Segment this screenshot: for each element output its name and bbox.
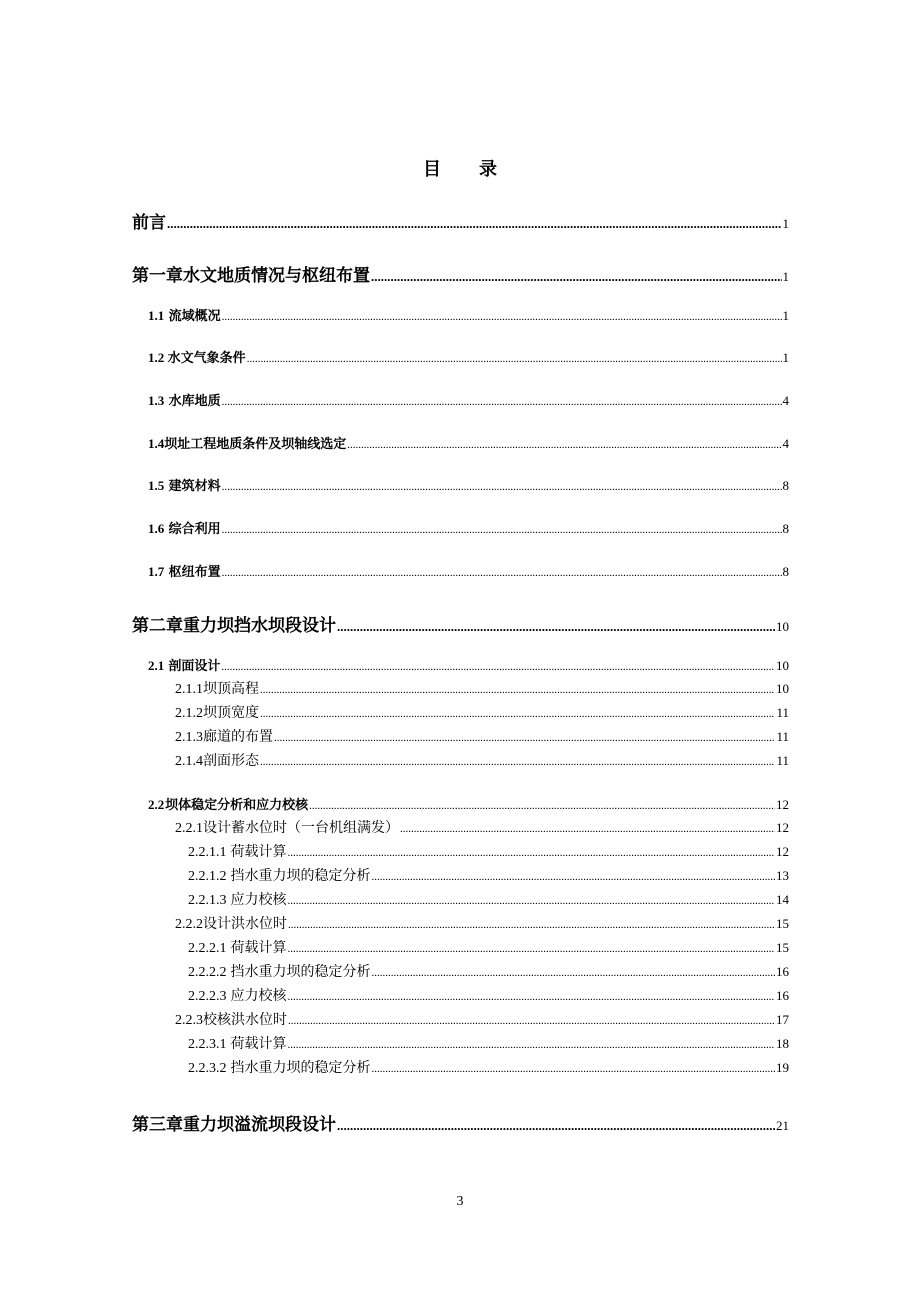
toc-entry-number: 1.1	[148, 308, 165, 323]
toc-entry-text: 廊道的布置	[203, 730, 273, 745]
toc-entry-page: 1	[782, 269, 789, 284]
toc-entry-number: 2.1.4	[175, 754, 203, 769]
toc-entry-number: 2.2.2.2	[188, 965, 227, 980]
toc-title	[0, 155, 920, 181]
toc-leader-dots	[260, 708, 775, 720]
toc-entry-text: 坝顶宽度	[203, 706, 259, 721]
toc-entry-subsection[interactable]	[175, 678, 789, 698]
toc-entry-text: 枢纽布置	[168, 564, 221, 579]
toc-entry-chapter-2[interactable]	[132, 611, 789, 636]
toc-entry-subsubsection[interactable]	[188, 937, 789, 957]
toc-leader-dots	[371, 269, 782, 285]
toc-leader-dots	[288, 943, 776, 955]
toc-entry-page: 12	[776, 797, 789, 812]
toc-leader-dots	[288, 1015, 775, 1027]
toc-entry-number: 2.2.2.1	[188, 941, 227, 956]
toc-entry-number: 2.2.2.3	[188, 989, 227, 1004]
toc-leader-dots	[347, 439, 781, 451]
toc-entry-page: 11	[776, 753, 789, 768]
toc-entry-page: 16	[776, 988, 789, 1003]
toc-entry-section[interactable]	[148, 347, 789, 366]
toc-leader-dots	[222, 567, 782, 579]
toc-entry-number: 1.3	[148, 393, 165, 408]
toc-entry-subsubsection[interactable]	[188, 865, 789, 885]
toc-entry-number: 第三章	[132, 1115, 183, 1134]
toc-entry-number: 2.1.3	[175, 730, 203, 745]
toc-entry-text: 水文地质情况与枢纽布置	[183, 266, 370, 285]
toc-leader-dots	[222, 524, 782, 536]
toc-entry-number: 第一章	[132, 266, 183, 285]
toc-entry-section[interactable]	[148, 655, 789, 674]
toc-entry-page: 8	[782, 478, 789, 493]
toc-entry-text: 荷载计算	[230, 941, 287, 956]
toc-entry-text: 挡水重力坝的稳定分析	[230, 965, 371, 980]
toc-entry-section[interactable]	[148, 561, 789, 580]
toc-leader-dots	[337, 1118, 775, 1134]
toc-entry-text: 校核洪水位时	[203, 1013, 287, 1028]
toc-entry-text: 流域概况	[168, 308, 221, 323]
toc-entry-page: 11	[776, 729, 789, 744]
toc-entry-subsection[interactable]	[175, 913, 789, 933]
toc-entry-page: 19	[776, 1060, 789, 1075]
toc-entry-section[interactable]	[148, 794, 789, 813]
toc-entry-page: 11	[776, 705, 789, 720]
toc-entry-number: 2.1.2	[175, 706, 203, 721]
toc-entry-text: 挡水重力坝的稳定分析	[230, 869, 371, 884]
toc-entry-subsection[interactable]	[175, 1009, 789, 1029]
toc-leader-dots	[372, 871, 776, 883]
toc-entry-chapter-3[interactable]	[132, 1110, 789, 1135]
toc-entry-subsection[interactable]	[175, 817, 789, 837]
toc-entry-number: 2.2.1	[175, 821, 203, 836]
toc-leader-dots	[247, 353, 782, 365]
toc-leader-dots	[288, 847, 776, 859]
toc-entry-page: 16	[776, 964, 789, 979]
toc-entry-subsubsection[interactable]	[188, 841, 789, 861]
toc-entry-text: 应力校核	[230, 989, 287, 1004]
toc-leader-dots	[222, 481, 782, 493]
toc-leader-dots	[221, 661, 775, 673]
toc-entry-text: 水文气象条件	[167, 350, 246, 365]
toc-entry-subsubsection[interactable]	[188, 1057, 789, 1077]
toc-entry-text: 综合利用	[168, 521, 221, 536]
toc-entry-number: 1.2	[148, 350, 165, 365]
toc-entry-page: 10	[776, 681, 789, 696]
toc-entry-page: 12	[776, 820, 789, 835]
toc-entry-text: 荷载计算	[230, 845, 287, 860]
toc-entry-page: 18	[776, 1036, 789, 1051]
toc-entry-text: 应力校核	[230, 893, 287, 908]
toc-entry-number: 2.2.3.1	[188, 1037, 227, 1052]
toc-entry-subsubsection[interactable]	[188, 961, 789, 981]
toc-entry-text: 坝顶高程	[203, 682, 259, 697]
toc-leader-dots	[288, 919, 775, 931]
toc-leader-dots	[288, 991, 776, 1003]
toc-entry-number: 2.2.1.1	[188, 845, 227, 860]
toc-leader-dots	[260, 756, 775, 768]
toc-entry-number: 1.4	[148, 436, 165, 451]
toc-entry-page: 17	[776, 1012, 789, 1027]
toc-leader-dots	[372, 1063, 776, 1075]
toc-entry-text: 重力坝挡水坝段设计	[183, 616, 336, 635]
toc-title-char-2: 录	[479, 159, 497, 179]
toc-leader-dots	[372, 967, 776, 979]
toc-entry-subsection[interactable]	[175, 702, 789, 722]
toc-entry-section[interactable]	[148, 390, 789, 409]
toc-entry-section[interactable]	[148, 433, 789, 452]
toc-leader-dots	[400, 823, 775, 835]
toc-entry-subsection[interactable]	[175, 726, 789, 746]
toc-entry-number: 2.2	[148, 797, 165, 812]
toc-entry-subsection[interactable]	[175, 750, 789, 770]
toc-entry-page: 8	[782, 521, 789, 536]
toc-entry-text: 建筑材料	[168, 478, 221, 493]
toc-entry-page: 1	[782, 350, 789, 365]
toc-leader-dots	[288, 1039, 776, 1051]
toc-leader-dots	[309, 800, 775, 812]
toc-entry-subsubsection[interactable]	[188, 1033, 789, 1053]
toc-leader-dots	[260, 684, 775, 696]
toc-entry-section[interactable]	[148, 305, 789, 324]
toc-entry-number: 2.2.1.3	[188, 893, 227, 908]
toc-entry-subsubsection[interactable]	[188, 985, 789, 1005]
toc-entry-page: 8	[782, 564, 789, 579]
toc-entry-text: 重力坝溢流坝段设计	[183, 1115, 336, 1134]
page-number: 3	[456, 1194, 464, 1209]
toc-entry-number: 2.1.1	[175, 682, 203, 697]
toc-entry-subsubsection[interactable]	[188, 889, 789, 909]
toc-entry-text: 挡水重力坝的稳定分析	[230, 1061, 371, 1076]
toc-entry-text: 设计洪水位时	[203, 917, 287, 932]
toc-entry-number: 1.7	[148, 564, 165, 579]
toc-entry-page: 10	[776, 658, 789, 673]
toc-entry-page: 10	[776, 619, 789, 634]
toc-entry-text: 剖面形态	[203, 754, 259, 769]
toc-leader-dots	[167, 216, 782, 232]
toc-entry-text: 前言	[132, 213, 166, 232]
toc-entry-section[interactable]	[148, 518, 789, 537]
toc-entry-page: 14	[776, 892, 789, 907]
toc-entry-page: 1	[782, 216, 789, 231]
toc-entry-number: 第二章	[132, 616, 183, 635]
toc-entry-number: 2.2.3.2	[188, 1061, 227, 1076]
toc-entry-text: 剖面设计	[168, 658, 221, 673]
toc-entry-preface[interactable]	[132, 208, 789, 233]
toc-title-char-1: 目	[423, 159, 441, 179]
toc-entry-page: 4	[782, 393, 789, 408]
toc-entry-number: 2.2.1.2	[188, 869, 227, 884]
toc-entry-text: 设计蓄水位时（一台机组满发）	[203, 821, 399, 836]
toc-entry-text: 荷载计算	[230, 1037, 287, 1052]
toc-leader-dots	[222, 311, 782, 323]
toc-leader-dots	[274, 732, 775, 744]
toc-entry-page: 21	[776, 1118, 789, 1133]
toc-entry-page: 1	[782, 308, 789, 323]
toc-entry-text: 坝体稳定分析和应力校核	[165, 797, 309, 812]
toc-entry-text: 水库地质	[168, 393, 221, 408]
toc-entry-number: 1.5	[148, 478, 165, 493]
toc-leader-dots	[288, 895, 776, 907]
toc-entry-section[interactable]	[148, 475, 789, 494]
toc-entry-page: 15	[776, 940, 789, 955]
toc-entry-page: 12	[776, 844, 789, 859]
toc-entry-page: 13	[776, 868, 789, 883]
toc-entry-number: 2.2.3	[175, 1013, 203, 1028]
toc-leader-dots	[337, 619, 775, 635]
toc-entry-number: 2.2.2	[175, 917, 203, 932]
toc-entry-text: 坝址工程地质条件及坝轴线选定	[164, 436, 347, 451]
toc-entry-page: 4	[782, 436, 789, 451]
toc-entry-page: 15	[776, 916, 789, 931]
toc-entry-number: 2.1	[148, 658, 165, 673]
toc-leader-dots	[222, 396, 782, 408]
toc-entry-chapter-1[interactable]	[132, 261, 789, 286]
toc-entry-number: 1.6	[148, 521, 165, 536]
